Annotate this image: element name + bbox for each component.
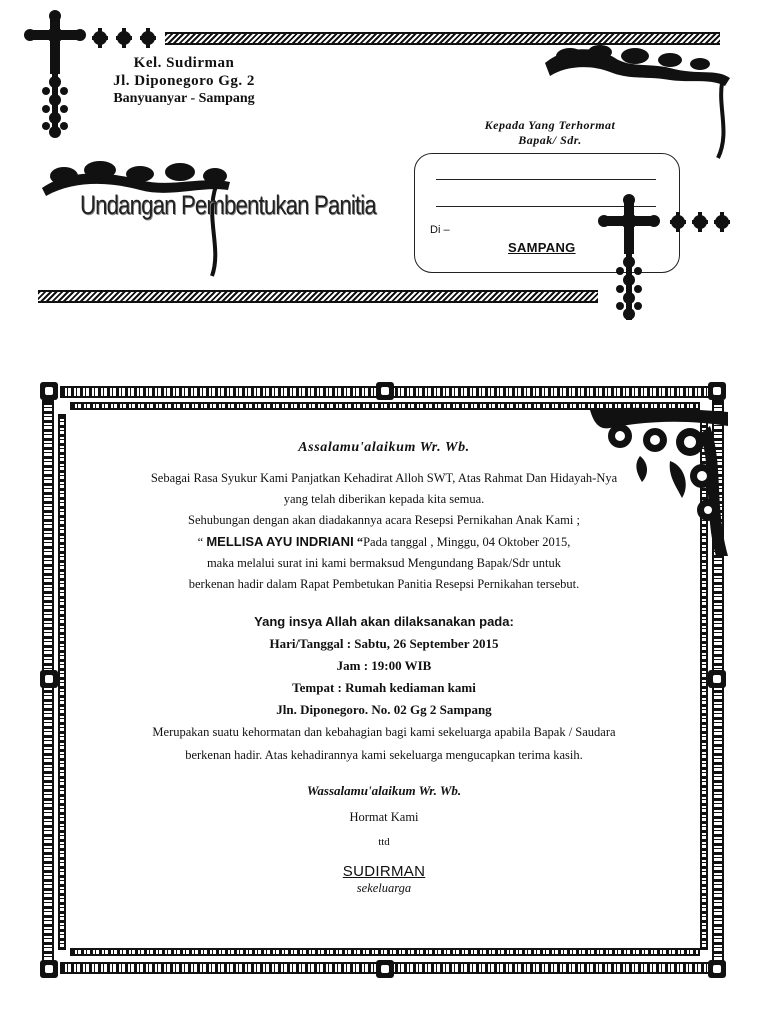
address-line-1 xyxy=(436,179,656,180)
frame-bottom-inner xyxy=(70,948,700,956)
paragraph-1-line-1: Sebagai Rasa Syukur Kami Panjatkan Kehadirat Alloh SWT, Atas Rahmat Dan Hidayah-Nya xyxy=(150,471,618,485)
paragraph-1-line-2: yang telah diberikan kepada kita semua. xyxy=(283,492,485,506)
event-time: Jam : 19:00 WIB xyxy=(336,658,432,673)
sender-street: Jl. Diponegoro Gg. 2 xyxy=(113,73,255,89)
paragraph-2-line-3: maka melalui surat ini kami bermaksud Mengundang Bapak/Sdr untuk xyxy=(206,556,562,570)
letter-body xyxy=(80,440,688,896)
signer-sub: sekeluarga xyxy=(356,881,412,895)
event-address: Jln. Diponegoro. No. 02 Gg 2 Sampang xyxy=(276,702,492,717)
sender-name: Kel. Sudirman xyxy=(133,55,235,71)
bride-name: MELLISA AYU INDRIANI xyxy=(206,534,354,549)
addressee-heading-text: Kepada Yang Terhormat xyxy=(484,118,616,132)
frame-knot-top-mid xyxy=(376,382,394,400)
addressee-heading xyxy=(430,118,670,148)
cross-ornament-right xyxy=(596,194,736,324)
paragraph-3-line-1: Merupakan suatu kehormatan dan kebahagian bagi kami sekeluarga apabila Bapak / Saudara xyxy=(152,725,616,739)
paragraph-3-line-2: berkenan hadir. Atas kehadirannya kami sekeluarga mengucapkan terima kasih. xyxy=(185,748,583,762)
quote-close: “ xyxy=(356,535,364,549)
frame-corner-tr xyxy=(708,382,726,400)
frame-corner-br xyxy=(708,960,726,978)
addressee-line-text: Bapak/ Sdr. xyxy=(518,133,582,147)
frame-left-inner xyxy=(58,414,66,950)
frame-knot-left-mid xyxy=(40,670,58,688)
bottom-border-band xyxy=(38,290,598,303)
closing-salutation: Wassalamu'alaikum Wr. Wb. xyxy=(306,783,462,798)
quote-open: “ xyxy=(197,535,204,549)
envelope-title: Undangan Pembentukan Panitia xyxy=(80,190,376,220)
frame-knot-bottom-mid xyxy=(376,960,394,978)
sender-address xyxy=(84,54,284,108)
paragraph-2-line-1: Sehubungan dengan akan diadakannya acara Resepsi Pernikahan Anak Kami ; xyxy=(188,513,580,527)
regards: Hormat Kami xyxy=(349,810,419,824)
signer-name: SUDIRMAN xyxy=(342,863,426,880)
di-label: Di – xyxy=(430,224,450,236)
event-place: Tempat : Rumah kediaman kami xyxy=(292,680,476,695)
frame-corner-bl xyxy=(40,960,58,978)
frame-corner-tl xyxy=(40,382,58,400)
event-date: Hari/Tanggal : Sabtu, 26 September 2015 xyxy=(269,636,499,651)
frame-knot-right-mid xyxy=(708,670,726,688)
destination-city: SAMPANG xyxy=(508,240,576,255)
paragraph-2-line-4: berkenan hadir dalam Rapat Pembetukan Panitia Resepsi Pernikahan tersebut. xyxy=(188,577,580,591)
sender-city: Banyuanyar - Sampang xyxy=(113,91,255,106)
date-text: Pada tanggal , Minggu, 04 Oktober 2015, xyxy=(363,535,571,549)
envelope xyxy=(0,0,768,330)
event-heading: Yang insya Allah akan dilaksanakan pada: xyxy=(254,614,514,629)
signature-ttd: ttd xyxy=(378,836,390,848)
paragraph-2-line-2 xyxy=(80,531,688,553)
greeting: Assalamu'alaikum Wr. Wb. xyxy=(298,440,470,455)
